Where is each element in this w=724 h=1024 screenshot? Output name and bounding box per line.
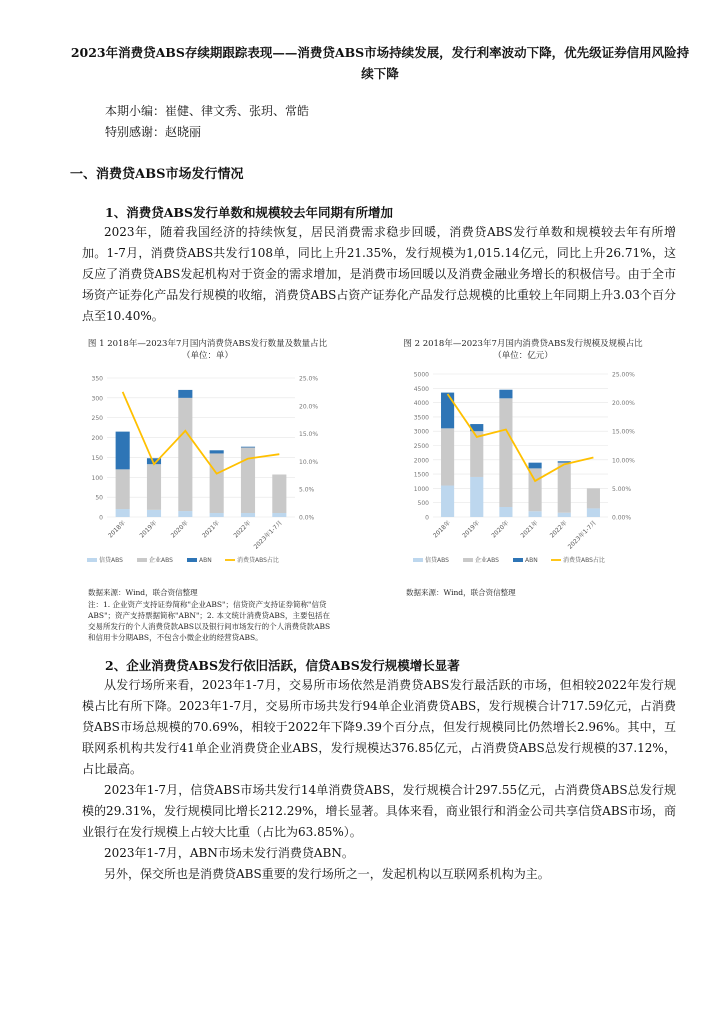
bar-qiye bbox=[210, 453, 224, 513]
x-tick-label: 2019年 bbox=[138, 519, 159, 540]
bar-abn bbox=[441, 393, 454, 429]
bar-qiye bbox=[499, 398, 512, 507]
y-tick-label: 1500 bbox=[413, 471, 429, 479]
x-tick-label: 2023年1-7月 bbox=[252, 519, 284, 551]
y-tick-label: 500 bbox=[417, 500, 429, 508]
y2-tick-label: 25.00% bbox=[612, 371, 635, 379]
paragraph-5: 另外，保交所也是消费贷ABS重要的发行场所之一，发起机构以互联网系机构为主。 bbox=[104, 867, 550, 881]
y2-tick-label: 20.00% bbox=[612, 400, 635, 408]
line-share bbox=[123, 392, 280, 474]
y-tick-label: 0 bbox=[425, 514, 429, 522]
bar-abn bbox=[116, 432, 130, 470]
y-tick-label: 50 bbox=[95, 494, 103, 502]
x-tick-label: 2018年 bbox=[107, 519, 128, 540]
bar-qiye bbox=[178, 398, 192, 511]
bar-abn bbox=[210, 450, 224, 453]
y-tick-label: 4000 bbox=[413, 400, 429, 408]
bar-xindai bbox=[147, 510, 161, 517]
legend-swatch bbox=[413, 558, 423, 562]
bar-xindai bbox=[529, 511, 542, 517]
legend-label: ABN bbox=[525, 557, 538, 564]
figure-1 bbox=[85, 338, 330, 591]
y2-tick-label: 0.00% bbox=[612, 514, 632, 522]
legend-swatch bbox=[187, 558, 197, 562]
subheading-2: 2、企业消费贷ABS发行依旧活跃，信贷ABS发行规模增长显著 bbox=[105, 658, 460, 673]
y-tick-label: 150 bbox=[91, 454, 103, 462]
x-tick-label: 2018年 bbox=[431, 519, 452, 540]
bar-xindai bbox=[587, 508, 600, 517]
figure-2-title: 图 2 2018年—2023年7月国内消费贷ABS发行规模及规模占比（单位：亿元） bbox=[403, 339, 643, 361]
bar-qiye bbox=[441, 428, 454, 485]
legend-label: 消费贷ABS占比 bbox=[563, 557, 605, 564]
legend-swatch bbox=[513, 558, 523, 562]
y-tick-label: 200 bbox=[91, 435, 103, 443]
figure-1-note: 注：1. 企业资产支持证券简称"企业ABS"；信贷资产支持证券简称"信贷ABS"；资产支持票据简称"ABN"；2. 本文统计消费贷ABS，主要包括在交易所发行的个人消费贷款ABS以及银行间市场发行的个人消费贷款ABS和信用卡分期ABS，不包含小微企业的经营贷ABS。 bbox=[88, 600, 331, 642]
bar-xindai bbox=[178, 511, 192, 517]
bar-qiye bbox=[558, 463, 571, 513]
y-tick-label: 5000 bbox=[413, 371, 429, 379]
y2-tick-label: 15.0% bbox=[299, 431, 319, 439]
y2-tick-label: 5.00% bbox=[612, 485, 632, 493]
legend-label: 信贷ABS bbox=[425, 557, 449, 564]
y-tick-label: 3500 bbox=[413, 414, 429, 422]
legend-label: 信贷ABS bbox=[99, 557, 123, 564]
x-tick-label: 2023年1-7月 bbox=[566, 519, 598, 551]
paragraph-3: 2023年1-7月，信贷ABS市场共发行14单消费贷ABS，发行规模合计297.55亿元，占消费贷ABS总发行规模的29.31%，发行规模同比增长212.29%，增长显著。具体来看，商业银行和消金公司共享信贷ABS市场，商业银行在发行规模上占较大比重（占比为63.85%）。 bbox=[82, 783, 676, 839]
y2-tick-label: 10.00% bbox=[612, 457, 635, 465]
x-tick-label: 2019年 bbox=[461, 519, 482, 540]
x-tick-label: 2022年 bbox=[232, 519, 253, 540]
figure-2-chart bbox=[403, 362, 643, 587]
bar-abn bbox=[529, 463, 542, 469]
bar-xindai bbox=[499, 507, 512, 517]
y-tick-label: 2500 bbox=[413, 443, 429, 450]
y-tick-label: 4500 bbox=[413, 385, 429, 393]
y-tick-label: 0 bbox=[99, 514, 103, 522]
y2-tick-label: 20.0% bbox=[299, 403, 319, 411]
figure-1-title: 图 1 2018年—2023年7月国内消费贷ABS发行数量及数量占比（单位：单） bbox=[87, 339, 328, 361]
legend-swatch bbox=[87, 558, 97, 562]
x-tick-label: 2021年 bbox=[519, 519, 540, 540]
bar-xindai bbox=[210, 513, 224, 517]
bar-qiye bbox=[116, 469, 130, 509]
editors: 本期小编：崔健、律文秀、张玥、常皓 bbox=[105, 104, 310, 118]
x-tick-label: 2020年 bbox=[490, 519, 511, 540]
line-share bbox=[448, 394, 594, 481]
bar-abn bbox=[499, 390, 512, 399]
bar-qiye bbox=[147, 464, 161, 510]
x-tick-label: 2020年 bbox=[169, 519, 190, 540]
x-tick-label: 2021年 bbox=[201, 519, 222, 540]
bar-xindai bbox=[558, 513, 571, 517]
section-heading-1: 一、消费贷ABS市场发行情况 bbox=[70, 167, 244, 182]
figure-1-source: 数据来源：Wind，联合资信整理 bbox=[88, 588, 198, 597]
bar-xindai bbox=[241, 513, 255, 517]
bar-qiye bbox=[470, 431, 483, 477]
paragraph-1: 2023年，随着我国经济的持续恢复，居民消费需求稳步回暖，消费贷ABS发行单数和规模较去年有所增加。1-7月，消费贷ABS共发行108单，同比上升21.35%，发行规模为1,015.14亿元，同比上升26.71%，这反应了消费贷ABS发起机构对于资金的需求增加，是消费市场回暖以及消费金融业务增长的积极信号。由于全市场资产证券化产品发行规模的收缩，消费贷ABS占资产证券化产品发行总规模的比重较上年同期上升3.03个百分点至10.40%。 bbox=[82, 225, 676, 323]
y-tick-label: 3000 bbox=[413, 428, 429, 436]
y-tick-label: 300 bbox=[91, 395, 103, 403]
bar-qiye bbox=[587, 488, 600, 508]
figure-1-chart bbox=[85, 362, 330, 587]
bar-xindai bbox=[272, 513, 286, 517]
y2-tick-label: 5.0% bbox=[299, 486, 315, 494]
bar-qiye bbox=[529, 468, 542, 511]
page-title: 2023年消费贷ABS存续期跟踪表现——消费贷ABS市场持续发展，发行利率波动下降，优先级证券信用风险持续下降 bbox=[70, 45, 690, 81]
y2-tick-label: 15.00% bbox=[612, 428, 635, 436]
legend-label: ABN bbox=[199, 557, 212, 564]
y2-tick-label: 10.0% bbox=[299, 458, 319, 466]
y-tick-label: 2000 bbox=[413, 457, 429, 465]
y-tick-label: 1000 bbox=[413, 485, 429, 493]
legend-label: 企业ABS bbox=[475, 557, 499, 564]
bar-qiye bbox=[272, 475, 286, 514]
paragraph-4: 2023年1-7月，ABN市场未发行消费贷ABN。 bbox=[104, 846, 354, 860]
figure-2 bbox=[403, 338, 643, 591]
figure-2-source: 数据来源：Wind，联合资信整理 bbox=[406, 588, 516, 597]
legend-label: 消费贷ABS占比 bbox=[237, 557, 279, 564]
x-tick-label: 2022年 bbox=[548, 519, 569, 540]
y-tick-label: 350 bbox=[91, 375, 103, 383]
bar-xindai bbox=[441, 486, 454, 517]
bar-xindai bbox=[116, 509, 130, 517]
legend-label: 企业ABS bbox=[149, 557, 173, 564]
bar-abn bbox=[241, 447, 255, 448]
y-tick-label: 250 bbox=[91, 415, 103, 423]
thanks: 特别感谢：赵晓丽 bbox=[105, 125, 202, 139]
y2-tick-label: 0.0% bbox=[299, 514, 315, 522]
y-tick-label: 100 bbox=[91, 474, 103, 482]
subheading-1: 1、消费贷ABS发行单数和规模较去年同期有所增加 bbox=[105, 205, 393, 220]
legend-swatch bbox=[463, 558, 473, 562]
legend-swatch bbox=[137, 558, 147, 562]
paragraph-2: 从发行场所来看，2023年1-7月，交易所市场依然是消费贷ABS发行最活跃的市场，但相较2022年发行规模占比有所下降。2023年1-7月，交易所市场共发行94单企业消费贷ABS，发行规模合计717.59亿元，占消费贷ABS市场总规模的70.69%，相较于2022年下降9.39个百分点，但发行规模同比仍然增长2.96%。其中，互联网系机构共发行41单企业消费贷企业ABS，发行规模达376.85亿元，占消费贷ABS总发行规模的37.12%，占比最高。 bbox=[82, 678, 676, 776]
y2-tick-label: 25.0% bbox=[299, 375, 319, 383]
bar-abn bbox=[178, 390, 192, 398]
bar-xindai bbox=[470, 477, 483, 517]
